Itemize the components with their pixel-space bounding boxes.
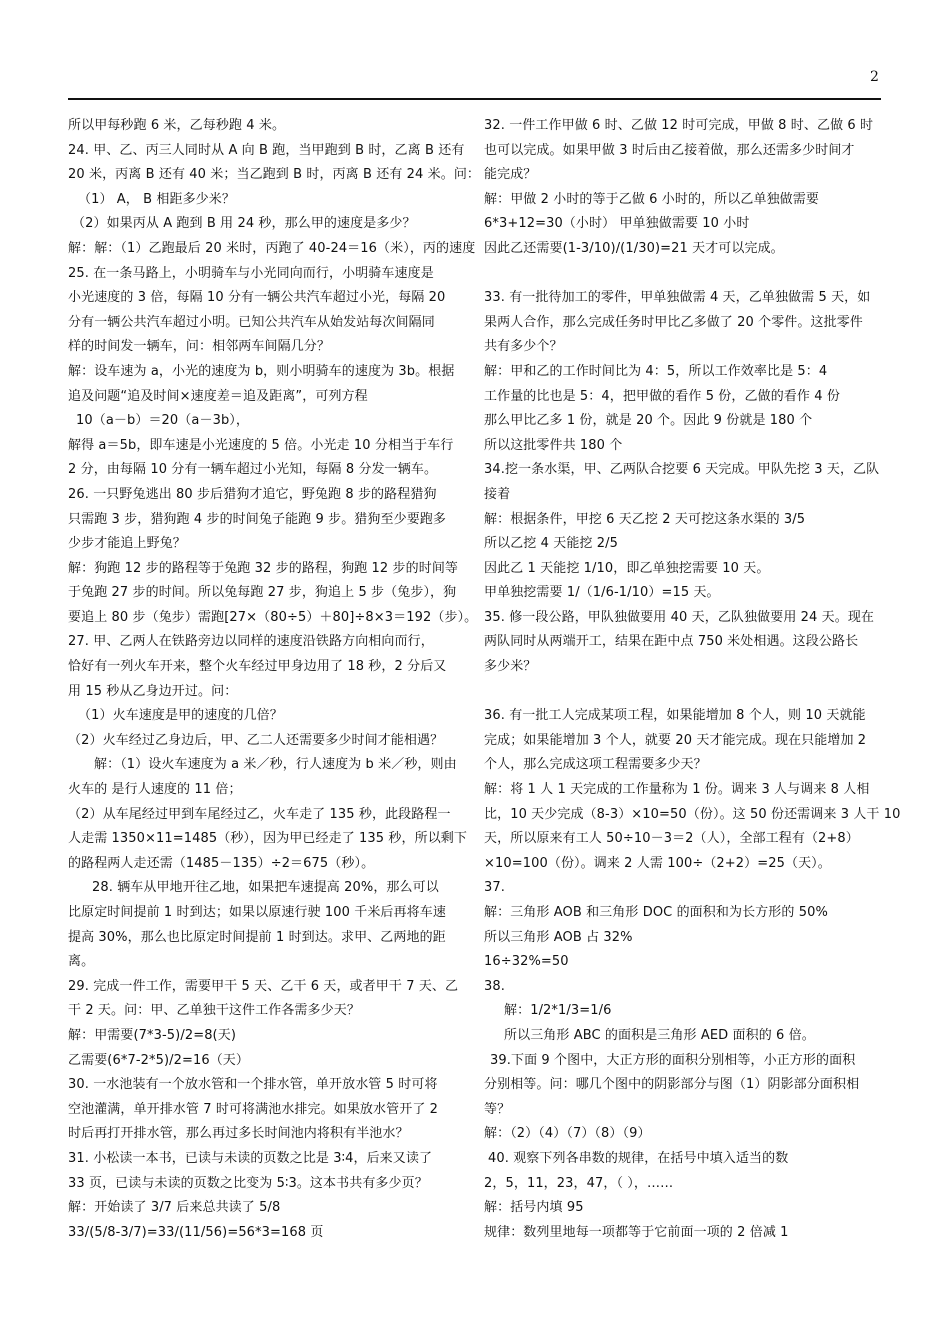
text-line: 28. 辆车从甲地开往乙地，如果把车速提高 20%，那么可以 (92, 880, 439, 896)
text-line: 用 15 秒从乙身边开过。问： (68, 683, 238, 699)
text-line: 干 2 天。问：甲、乙单独干这件工作各需多少天？ (68, 1003, 360, 1019)
text-line: 32. 一件工作甲做 6 时、乙做 12 时可完成，甲做 8 时、乙做 6 时 (484, 118, 874, 133)
text-line: 25. 在一条马路上，小明骑车与小光同向而行，小明骑车速度是 (68, 265, 434, 281)
text-line: 恰好有一列火车开来，整个火车经过甲身边用了 18 秒，2 分后又 (68, 659, 447, 675)
text-line: 两队同时从两端开工，结果在距中点 750 米处相遇。这段公路长 (484, 634, 859, 650)
text-line: 解：将 1 人 1 天完成的工作量称为 1 份。调来 3 人与调来 8 人相 (484, 782, 870, 798)
text-line: 35. 修一段公路，甲队独做要用 40 天，乙队独做要用 24 天。现在 (484, 609, 875, 625)
text-line: 火车的 是行人速度的 11 倍； (68, 782, 242, 798)
text-line: 乙需要(6*7-2*5)/2=16（天） (68, 1052, 250, 1068)
text-line: 接着 (484, 486, 511, 502)
text-line: 24. 甲、乙、丙三人同时从 A 向 B 跑，当甲跑到 B 时，乙离 B 还有 (68, 142, 465, 158)
text-line: 37. (484, 880, 505, 896)
text-line: 31. 小松读一本书，已读与未读的页数之比是 3∶4，后来又读了 (68, 1150, 433, 1166)
text-line: 2 分，由每隔 10 分有一辆车超过小光知，每隔 8 分发一辆车。 (68, 462, 438, 478)
text-line: 天，所以原来有工人 50÷10－3＝2（人），全部工程有（2+8） (484, 831, 859, 847)
text-line: 38. (484, 978, 505, 994)
text-line: 29. 完成一件工作，需要甲干 5 天、乙干 6 天，或者甲干 7 天、乙 (68, 978, 459, 994)
text-line: 30. 一水池装有一个放水管和一个排水管，单开放水管 5 时可将 (68, 1077, 438, 1093)
text-line: （2）火车经过乙身边后，甲、乙二人还需要多少时间才能相遇？ (68, 732, 444, 748)
text-line: 那么甲比乙多 1 份，就是 20 个。因此 9 份就是 180 个 (484, 413, 813, 429)
text-line: 33 页，已读与未读的页数之比变为 5∶3。这本书共有多少页？ (68, 1175, 428, 1191)
text-line: 解：1/2*1/3=1/6 (504, 1003, 612, 1019)
text-line: 人走需 1350×11=1485（秒），因为甲已经走了 135 秒，所以剩下 (68, 831, 468, 847)
text-line: （2）如果丙从 A 跑到 B 用 24 秒，那么甲的速度是多少？ (72, 216, 416, 232)
text-line: 能完成？ (484, 167, 537, 183)
text-line: 所以甲每秒跑 6 米，乙每秒跑 4 米。 (68, 118, 286, 133)
text-line: 解得 a＝5b，即车速是小光速度的 5 倍。小光走 10 分相当于车行 (68, 437, 454, 453)
text-line: 分有一辆公共汽车超过小明。已知公共汽车从始发站每次间隔同 (68, 314, 435, 330)
text-line: 27. 甲、乙两人在铁路旁边以同样的速度沿铁路方向相向而行， (68, 634, 434, 650)
text-line: 解：设车速为 a，小光的速度为 b，则小明骑车的速度为 3b。根据 (68, 363, 455, 379)
text-line: 比，10 天少完成（8-3）×10=50（份）。这 50 份还需调来 3 人干 10 (484, 806, 901, 822)
text-line: （1） A， B 相距多少米？ (78, 191, 235, 207)
text-line: 样的时间发一辆车，问：相邻两车间隔几分？ (68, 339, 331, 355)
text-line: 所以这批零件共 180 个 (484, 437, 623, 453)
text-line: 16÷32%=50 (484, 954, 569, 970)
text-line: 所以三角形 ABC 的面积是三角形 AED 面积的 6 倍。 (504, 1027, 815, 1043)
text-line: 26. 一只野兔逃出 80 步后猎狗才追它，野兔跑 8 步的路程猎狗 (68, 486, 437, 502)
text-line: 果两人合作，那么完成任务时甲比乙多做了 20 个零件。这批零件 (484, 314, 863, 330)
text-line: 解：三角形 AOB 和三角形 DOC 的面积和为长方形的 50% (484, 905, 828, 920)
text-line: 6*3+12=30（小时） 甲单独做需要 10 小时 (484, 216, 750, 232)
text-line: 于兔跑 27 步的时间。所以兔每跑 27 步，狗追上 5 步（兔步），狗 (68, 585, 457, 601)
text-line: 甲单独挖需要 1/（1/6-1/10）=15 天。 (484, 585, 720, 601)
text-line: 提高 30%，那么也比原定时间提前 1 时到达。求甲、乙两地的距 (68, 929, 446, 945)
text-line: 40. 观察下列各串数的规律，在括号中填入适当的数 (488, 1150, 789, 1166)
text-line: 少步才能追上野兔？ (68, 536, 186, 552)
text-line: 个人，那么完成这项工程需要多少天？ (484, 757, 707, 773)
blank-line (484, 262, 882, 287)
text-line: 2，5，11，23，47，（ ），…… (484, 1175, 674, 1191)
text-line: 分别相等。问：哪几个图中的阴影部分与图（1）阴影部分面积相 (484, 1077, 860, 1093)
text-line: 解：狗跑 12 步的路程等于兔跑 32 步的路程，狗跑 12 步的时间等 (68, 560, 459, 576)
text-line: 比原定时间提前 1 时到达；如果以原速行驶 100 千米后再将车速 (68, 905, 446, 920)
text-line: 解：甲做 2 小时的等于乙做 6 小时的，所以乙单独做需要 (484, 191, 819, 207)
text-line: 时后再打开排水管，那么再过多长时间池内将积有半池水？ (68, 1126, 409, 1142)
text-line: 解：（1）设火车速度为 a 米／秒，行人速度为 b 米／秒，则由 (94, 757, 457, 773)
text-line: 因此乙还需要(1-3/10)/(1/30)=21 天才可以完成。 (484, 240, 784, 256)
text-line: （1）火车速度是甲的速度的几倍？ (78, 708, 283, 724)
text-line: 空池灌满，单开排水管 7 时可将满池水排完。如果放水管开了 2 (68, 1101, 439, 1117)
text-line: 解：开始读了 3/7 后来总共读了 5/8 (68, 1200, 281, 1216)
text-line: 工作量的比也是 5：4，把甲做的看作 5 份，乙做的看作 4 份 (484, 388, 840, 404)
page-number: 2 (870, 69, 879, 85)
text-line: 解：甲需要(7*3-5)/2=8(天) (68, 1027, 237, 1043)
text-line: 也可以完成。如果甲做 3 时后由乙接着做，那么还需多少时间才 (484, 142, 855, 158)
text-line: 10（a－b）＝20（a－3b）， (76, 413, 249, 429)
text-line: 小光速度的 3 倍，每隔 10 分有一辆公共汽车超过小光，每隔 20 (68, 290, 446, 306)
text-line: 36. 有一批工人完成某项工程，如果能增加 8 个人，则 10 天就能 (484, 708, 866, 724)
text-line: 34.挖一条水渠，甲、乙两队合挖要 6 天完成。甲队先挖 3 天，乙队 (484, 462, 880, 478)
text-line: ×10=100（份）。调来 2 人需 100÷（2+2）=25（天）。 (484, 855, 831, 871)
text-line: 离。 (68, 954, 95, 970)
text-line: 要追上 80 步（兔步）需跑[27×（80÷5）＋80]÷8×3＝192（步）。 (68, 609, 478, 625)
text-line: 因此乙 1 天能挖 1/10，即乙单独挖需要 10 天。 (484, 560, 770, 576)
text-line: 解：解：（1）乙跑最后 20 米时，丙跑了 40-24＝16（米），丙的速度 (68, 240, 476, 256)
text-line: 33. 有一批待加工的零件，甲单独做需 4 天，乙单独做需 5 天，如 (484, 290, 871, 306)
text-line: 追及问题“追及时间×速度差＝追及距离”，可列方程 (68, 388, 368, 404)
left-column (68, 114, 481, 1245)
text-line: 20 米，丙离 B 还有 40 米；当乙跑到 B 时，丙离 B 还有 24 米。问： (68, 167, 481, 183)
text-line: 多少米？ (484, 659, 537, 675)
header-rule (68, 98, 881, 100)
blank-line (484, 680, 882, 705)
text-line: 解：根据条件，甲挖 6 天乙挖 2 天可挖这条水渠的 3/5 (484, 511, 806, 527)
text-line: 所以三角形 AOB 占 32% (484, 929, 633, 945)
text-line: （2）从车尾经过甲到车尾经过乙，火车走了 135 秒，此段路程一 (68, 806, 451, 822)
text-line: 解：（2）（4）（7）（8）（9） (484, 1126, 651, 1142)
text-line: 39.下面 9 个图中，大正方形的面积分别相等，小正方形的面积 (490, 1052, 856, 1068)
text-line: 的路程两人走还需（1485－135）÷2＝675（秒）。 (68, 855, 375, 871)
text-line: 规律：数列里地每一项都等于它前面一项的 2 倍减 1 (484, 1224, 789, 1240)
text-line: 共有多少个？ (484, 339, 563, 355)
right-column (484, 114, 901, 1245)
text-line: 完成；如果能增加 3 个人，就要 20 天才能完成。现在只能增加 2 (484, 732, 867, 748)
text-line: 33/(5/8-3/7)=33/(11/56)=56*3=168 页 (68, 1224, 324, 1240)
text-line: 所以乙挖 4 天能挖 2/5 (484, 536, 618, 552)
text-line: 解：括号内填 95 (484, 1200, 584, 1216)
text-line: 解：甲和乙的工作时间比为 4：5，所以工作效率比是 5：4 (484, 363, 828, 379)
text-line: 只需跑 3 步，猎狗跑 4 步的时间兔子能跑 9 步。猎狗至少要跑多 (68, 511, 447, 527)
text-line: 等？ (484, 1101, 511, 1117)
